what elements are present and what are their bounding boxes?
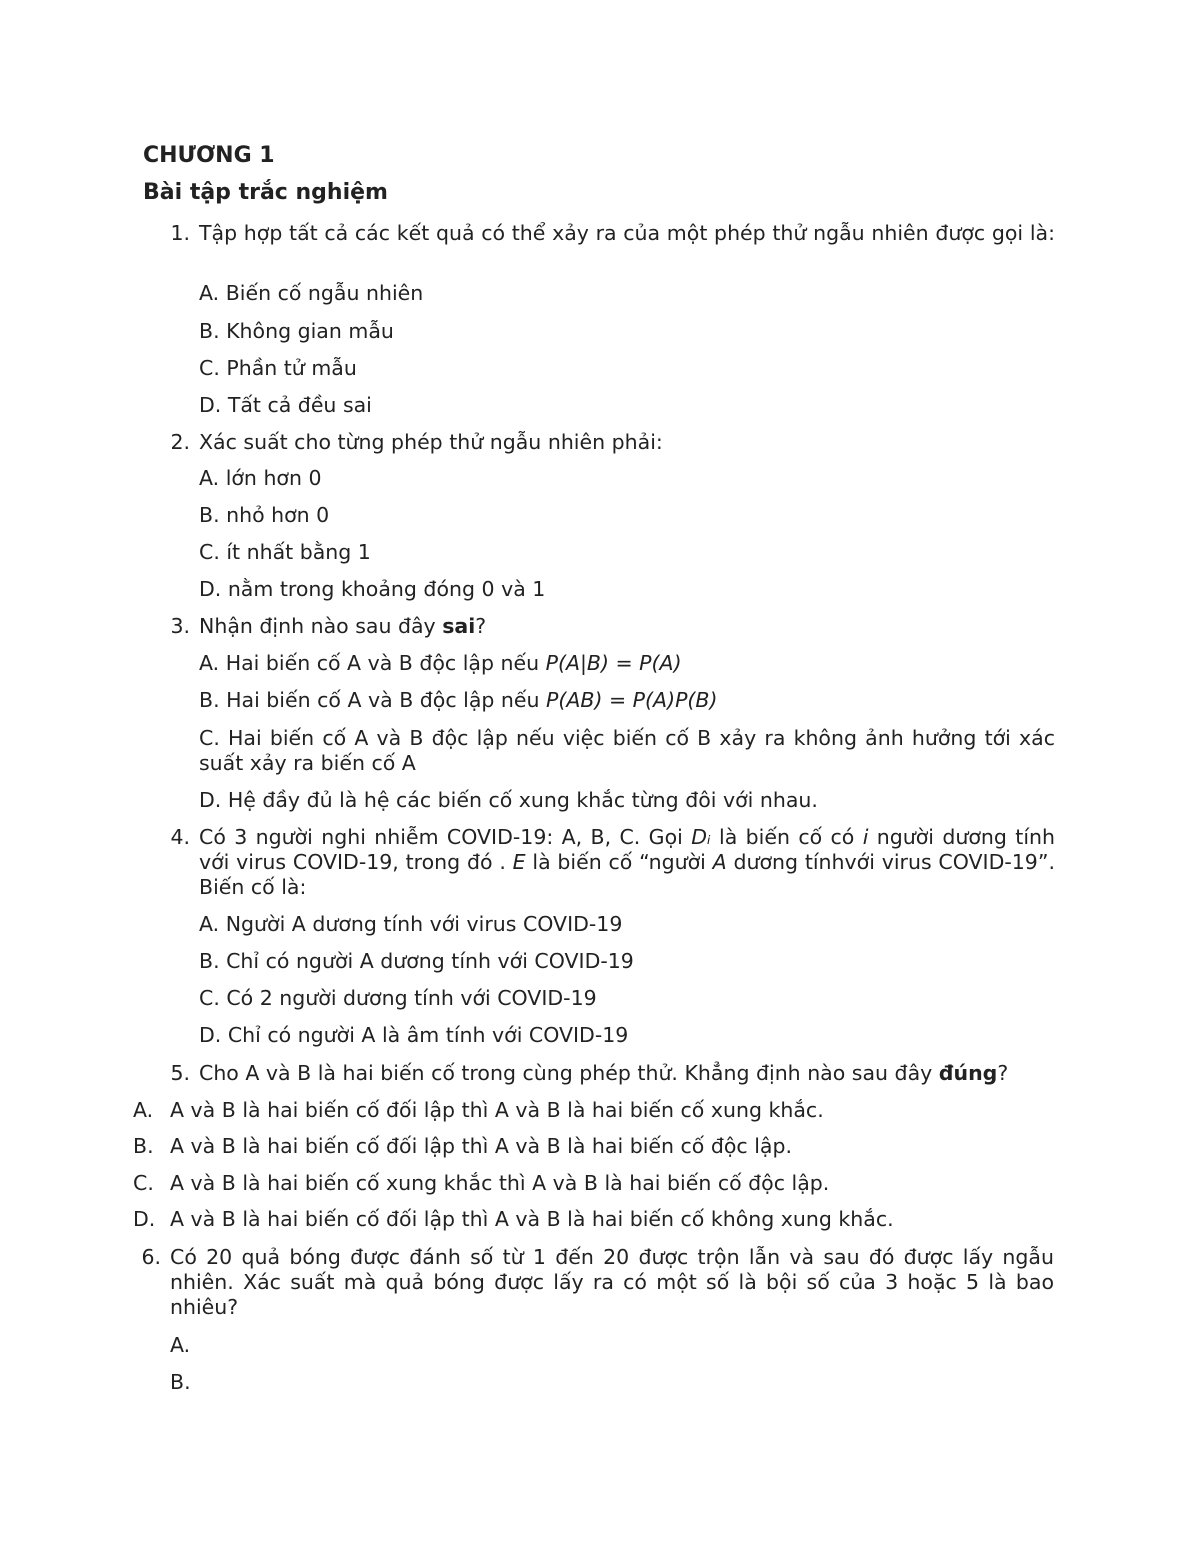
question-2-number: 2. xyxy=(170,430,190,454)
question-1-number: 1. xyxy=(170,221,190,245)
q5-option-b-letter: B. xyxy=(133,1134,154,1158)
q3-option-c xyxy=(199,726,1055,776)
q2-option-a: A. lớn hơn 0 xyxy=(199,466,322,490)
q4-var-di: Dᵢ xyxy=(691,825,711,849)
question-2-text: Xác suất cho từng phép thử ngẫu nhiên phải: xyxy=(199,430,663,454)
q4-t3: người dương tính với virus COVID-19, trong đó . xyxy=(199,825,1056,874)
q2-option-c: C. ít nhất bằng 1 xyxy=(199,540,371,564)
q4-t1: Có 3 người nghi nhiễm COVID-19: A, B, C. Gọi xyxy=(199,825,692,849)
q4-option-b: B. Chỉ có người A dương tính với COVID-19 xyxy=(199,949,634,973)
q3-text-pre: Nhận định nào sau đây xyxy=(199,614,443,638)
q2-option-d: D. nằm trong khoảng đóng 0 và 1 xyxy=(199,577,546,601)
q5-option-a-letter: A. xyxy=(133,1098,154,1122)
q5-text-post: ? xyxy=(997,1061,1009,1085)
q3-option-b-formula: P(AB) = P(A)P(B) xyxy=(546,688,718,712)
q5-option-c: A và B là hai biến cố xung khắc thì A và B là hai biến cố độc lập. xyxy=(170,1171,830,1195)
q3-text-emphasis: sai xyxy=(442,614,476,638)
q4-option-c: C. Có 2 người dương tính với COVID-19 xyxy=(199,986,597,1010)
q1-option-d: D. Tất cả đều sai xyxy=(199,393,372,417)
q6-option-b: B. xyxy=(170,1370,191,1394)
question-4-text xyxy=(199,825,1055,900)
q6-option-a: A. xyxy=(170,1333,191,1357)
question-5-number: 5. xyxy=(170,1061,190,1085)
question-3-number: 3. xyxy=(170,614,190,638)
q3-option-a-formula: P(A|B) = P(A) xyxy=(545,651,682,675)
question-6-number: 6. xyxy=(141,1245,161,1269)
q4-option-d: D. Chỉ có người A là âm tính với COVID-19 xyxy=(199,1023,629,1047)
q5-option-a: A và B là hai biến cố đối lập thì A và B là hai biến cố xung khắc. xyxy=(170,1098,824,1122)
q3-option-b-text: B. Hai biến cố A và B độc lập nếu xyxy=(199,688,547,712)
q4-t5: dương tínhvới virus COVID-19”. Biến cố là: xyxy=(199,850,1055,899)
q4-var-a: A xyxy=(712,850,727,874)
q3-option-b xyxy=(199,688,718,712)
q4-t4: là biến cố “người xyxy=(525,850,713,874)
section-title: Bài tập trắc nghiệm xyxy=(143,180,388,205)
q5-text-emphasis: đúng xyxy=(938,1061,998,1085)
q1-option-a: A. Biến cố ngẫu nhiên xyxy=(199,281,424,305)
q5-option-d-letter: D. xyxy=(133,1207,156,1231)
question-4-number: 4. xyxy=(170,825,190,849)
q3-option-a xyxy=(199,651,682,675)
q5-option-b: A và B là hai biến cố đối lập thì A và B là hai biến cố độc lập. xyxy=(170,1134,792,1158)
question-6-body: Có 20 quả bóng được đánh số từ 1 đến 20 được trộn lẫn và sau đó được lấy ngẫu nhiên. Xác suất mà quả bóng được lấy ra có một số là bội số của 3 hoặc 5 là bao nhiêu? xyxy=(170,1245,1054,1319)
chapter-title: CHƯƠNG 1 xyxy=(143,143,275,168)
q3-option-a-text: A. Hai biến cố A và B độc lập nếu xyxy=(199,651,546,675)
q2-option-b: B. nhỏ hơn 0 xyxy=(199,503,330,527)
q4-var-i: i xyxy=(862,825,869,849)
question-3-text xyxy=(199,614,486,638)
q4-var-e: E xyxy=(512,850,526,874)
q5-option-c-letter: C. xyxy=(133,1171,154,1195)
q3-text-post: ? xyxy=(475,614,487,638)
q1-option-c: C. Phần tử mẫu xyxy=(199,356,357,380)
q4-option-a: A. Người A dương tính với virus COVID-19 xyxy=(199,912,623,936)
question-1-text xyxy=(199,221,1055,246)
q5-option-d: A và B là hai biến cố đối lập thì A và B là hai biến cố không xung khắc. xyxy=(170,1207,894,1231)
question-1-body: Tập hợp tất cả các kết quả có thể xảy ra của một phép thử ngẫu nhiên được gọi là: xyxy=(199,221,1055,245)
q4-t2: là biến cố có xyxy=(710,825,863,849)
q5-text-pre: Cho A và B là hai biến cố trong cùng phép thử. Khẳng định nào sau đây xyxy=(199,1061,939,1085)
question-6-text xyxy=(170,1245,1054,1320)
q1-option-b: B. Không gian mẫu xyxy=(199,319,394,343)
question-5-text xyxy=(199,1061,1008,1085)
q3-option-c-text: C. Hai biến cố A và B độc lập nếu việc biến cố B xảy ra không ảnh hưởng tới xác suất xảy ra biến cố A xyxy=(199,726,1055,775)
q3-option-d: D. Hệ đầy đủ là hệ các biến cố xung khắc từng đôi với nhau. xyxy=(199,788,818,812)
